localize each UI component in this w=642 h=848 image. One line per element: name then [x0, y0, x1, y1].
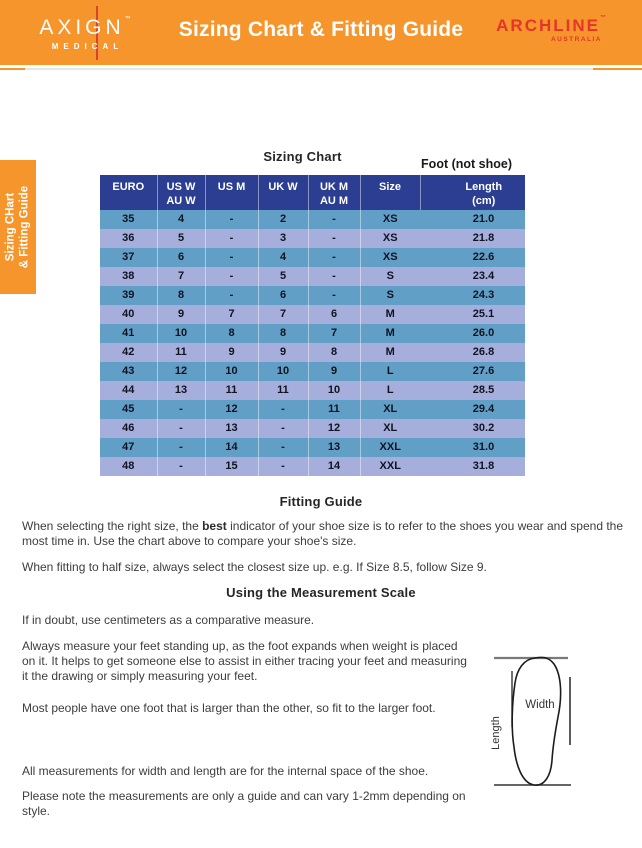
table-cell: 23.4: [420, 267, 525, 286]
table-cell: 43: [100, 362, 157, 381]
table-cell: -: [258, 457, 308, 476]
table-row: [100, 362, 525, 381]
side-tab: [0, 160, 36, 294]
table-cell: 7: [205, 305, 258, 324]
table-cell: -: [258, 419, 308, 438]
column-header: UK W: [258, 175, 308, 210]
table-cell: XS: [360, 229, 420, 248]
divider-orange-left: [0, 68, 25, 70]
measurement-paragraph-5: Please note the measurements are only a guide and can vary 1-2mm depending on style.: [22, 789, 466, 818]
table-row: [100, 381, 525, 400]
column-header-line2: AU M: [319, 195, 349, 208]
table-row: [100, 267, 525, 286]
archline-logo-text: ARCHLINE: [496, 16, 600, 35]
table-row: [100, 457, 525, 476]
table-cell: -: [308, 229, 360, 248]
table-cell: 12: [205, 400, 258, 419]
table-cell: 8: [258, 324, 308, 343]
table-cell: 13: [308, 438, 360, 457]
table-cell: 6: [258, 286, 308, 305]
table-cell: 48: [100, 457, 157, 476]
foot-diagram: [488, 645, 582, 797]
axign-logo-name: [30, 10, 140, 38]
table-row: [100, 400, 525, 419]
table-cell: 44: [100, 381, 157, 400]
table-cell: -: [258, 400, 308, 419]
table-row: [100, 286, 525, 305]
table-cell: 5: [258, 267, 308, 286]
table-row: [100, 210, 525, 229]
table-cell: 8: [308, 343, 360, 362]
table-cell: L: [360, 381, 420, 400]
table-cell: 14: [205, 438, 258, 457]
column-header: [308, 175, 360, 210]
table-row: [100, 324, 525, 343]
table-cell: 10: [157, 324, 205, 343]
archline-logo-name: [496, 17, 606, 34]
fitting-guide-paragraph-2: When fitting to half size, always select the closest size up. e.g. If Size 8.5, follow Size 9.: [22, 560, 487, 574]
trademark-symbol: ™: [124, 16, 131, 22]
table-cell: 4: [258, 248, 308, 267]
table-cell: 26.8: [420, 343, 525, 362]
table-cell: XXL: [360, 457, 420, 476]
sizing-chart-title: Sizing Chart: [263, 149, 342, 164]
table-cell: 9: [205, 343, 258, 362]
table-cell: 45: [100, 400, 157, 419]
table-cell: 12: [308, 419, 360, 438]
table-cell: 24.3: [420, 286, 525, 305]
table-cell: 9: [258, 343, 308, 362]
table-cell: 6: [308, 305, 360, 324]
width-label: Width: [525, 699, 555, 711]
table-cell: 11: [258, 381, 308, 400]
table-cell: 27.6: [420, 362, 525, 381]
table-cell: 28.5: [420, 381, 525, 400]
table-row: [100, 305, 525, 324]
foot-outline: [512, 657, 560, 785]
table-cell: XS: [360, 248, 420, 267]
paragraph-text: When selecting the right size, the: [22, 519, 203, 533]
header-bar: [0, 0, 642, 65]
column-header: [420, 175, 525, 210]
table-cell: 15: [205, 457, 258, 476]
table-cell: 8: [205, 324, 258, 343]
table-cell: 10: [308, 381, 360, 400]
measurement-scale-heading: Using the Measurement Scale: [226, 585, 416, 600]
table-cell: 31.0: [420, 438, 525, 457]
side-tab-line1: Sizing CHart: [4, 192, 17, 262]
table-cell: 9: [308, 362, 360, 381]
table-cell: 14: [308, 457, 360, 476]
foot-outline-drawing: [488, 645, 582, 797]
table-cell: -: [205, 286, 258, 305]
table-cell: 35: [100, 210, 157, 229]
table-cell: 41: [100, 324, 157, 343]
fitting-guide-paragraph-1: [22, 519, 626, 549]
table-cell: 37: [100, 248, 157, 267]
length-label: Length: [490, 716, 502, 750]
table-cell: S: [360, 286, 420, 305]
table-row: [100, 248, 525, 267]
table-cell: -: [157, 400, 205, 419]
side-tab-line2: & Fitting Guide: [19, 185, 31, 269]
column-header-line2: AU W: [166, 195, 196, 208]
table-cell: M: [360, 324, 420, 343]
table-cell: -: [205, 248, 258, 267]
table-cell: 11: [157, 343, 205, 362]
measurement-paragraph-1: If in doubt, use centimeters as a comparative measure.: [22, 613, 315, 627]
table-cell: XS: [360, 210, 420, 229]
sizing-table-body: [100, 210, 525, 476]
table-cell: -: [157, 419, 205, 438]
axign-logo-text: AXIGN: [39, 16, 125, 39]
bold-word: best: [202, 519, 227, 533]
axign-logo: [30, 10, 140, 58]
table-cell: M: [360, 343, 420, 362]
table-cell: -: [308, 210, 360, 229]
page-title: Sizing Chart & Fitting Guide: [178, 18, 464, 41]
table-cell: L: [360, 362, 420, 381]
table-cell: 10: [205, 362, 258, 381]
table-cell: 30.2: [420, 419, 525, 438]
table-cell: 26.0: [420, 324, 525, 343]
table-cell: 13: [205, 419, 258, 438]
trademark-symbol: ™: [600, 15, 606, 21]
table-header-row: [100, 175, 525, 210]
table-cell: XL: [360, 400, 420, 419]
table-cell: XL: [360, 419, 420, 438]
table-cell: 8: [157, 286, 205, 305]
table-cell: 36: [100, 229, 157, 248]
foot-not-shoe-label: Foot (not shoe): [421, 157, 512, 171]
measurement-paragraph-2: Always measure your feet standing up, as the foot expands when weight is placed on it. It helps to get someone else to assist in either tracing your feet and measuring it the drawing or simply measuring your feet.: [22, 639, 467, 683]
table-cell: 3: [258, 229, 308, 248]
table-cell: -: [258, 438, 308, 457]
column-header-line2: (cm): [472, 195, 496, 208]
column-header-line1: Length: [465, 181, 503, 193]
table-cell: M: [360, 305, 420, 324]
measurement-paragraph-3: Most people have one foot that is larger than the other, so fit to the larger foot.: [22, 701, 436, 715]
table-cell: XXL: [360, 438, 420, 457]
table-row: [100, 419, 525, 438]
table-cell: 10: [258, 362, 308, 381]
table-cell: 6: [157, 248, 205, 267]
sizing-table: [100, 175, 525, 476]
table-cell: S: [360, 267, 420, 286]
table-cell: 13: [157, 381, 205, 400]
table-cell: 22.6: [420, 248, 525, 267]
table-cell: -: [205, 210, 258, 229]
table-cell: 5: [157, 229, 205, 248]
table-cell: 38: [100, 267, 157, 286]
column-header: Size: [360, 175, 420, 210]
table-cell: 11: [308, 400, 360, 419]
header-divider: [0, 68, 642, 70]
table-cell: -: [205, 229, 258, 248]
measurement-paragraph-4: All measurements for width and length are for the internal space of the shoe.: [22, 764, 429, 778]
table-cell: 7: [258, 305, 308, 324]
table-cell: 4: [157, 210, 205, 229]
fitting-guide-heading: Fitting Guide: [279, 494, 363, 509]
table-cell: -: [157, 438, 205, 457]
table-cell: -: [308, 267, 360, 286]
column-header: EURO: [100, 175, 157, 210]
table-cell: 21.8: [420, 229, 525, 248]
archline-logo: [496, 17, 606, 43]
column-header-line1: UK M: [319, 181, 349, 193]
table-row: [100, 343, 525, 362]
divider-orange-right: [593, 68, 642, 70]
paragraph-text: indicator of your shoe size is to refer to the shoes you wear and spend the most time in. Use the chart above to compare your shoe's size.: [22, 519, 624, 548]
table-cell: -: [308, 286, 360, 305]
table-cell: 46: [100, 419, 157, 438]
column-header-line1: US W: [166, 181, 196, 193]
table-cell: 11: [205, 381, 258, 400]
table-cell: 29.4: [420, 400, 525, 419]
table-cell: 12: [157, 362, 205, 381]
table-cell: -: [308, 248, 360, 267]
table-cell: 7: [157, 267, 205, 286]
table-row: [100, 438, 525, 457]
table-cell: -: [205, 267, 258, 286]
table-cell: 2: [258, 210, 308, 229]
axign-logo-subtext: MEDICAL: [51, 42, 124, 51]
archline-logo-subtext: AUSTRALIA: [550, 36, 602, 43]
table-cell: 9: [157, 305, 205, 324]
table-row: [100, 229, 525, 248]
table-cell: 21.0: [420, 210, 525, 229]
table-cell: 25.1: [420, 305, 525, 324]
table-cell: 47: [100, 438, 157, 457]
table-cell: 31.8: [420, 457, 525, 476]
column-header: [157, 175, 205, 210]
table-cell: -: [157, 457, 205, 476]
table-cell: 39: [100, 286, 157, 305]
table-cell: 42: [100, 343, 157, 362]
side-tab-label: [4, 186, 33, 268]
table-cell: 40: [100, 305, 157, 324]
column-header: US M: [205, 175, 258, 210]
table-cell: 7: [308, 324, 360, 343]
